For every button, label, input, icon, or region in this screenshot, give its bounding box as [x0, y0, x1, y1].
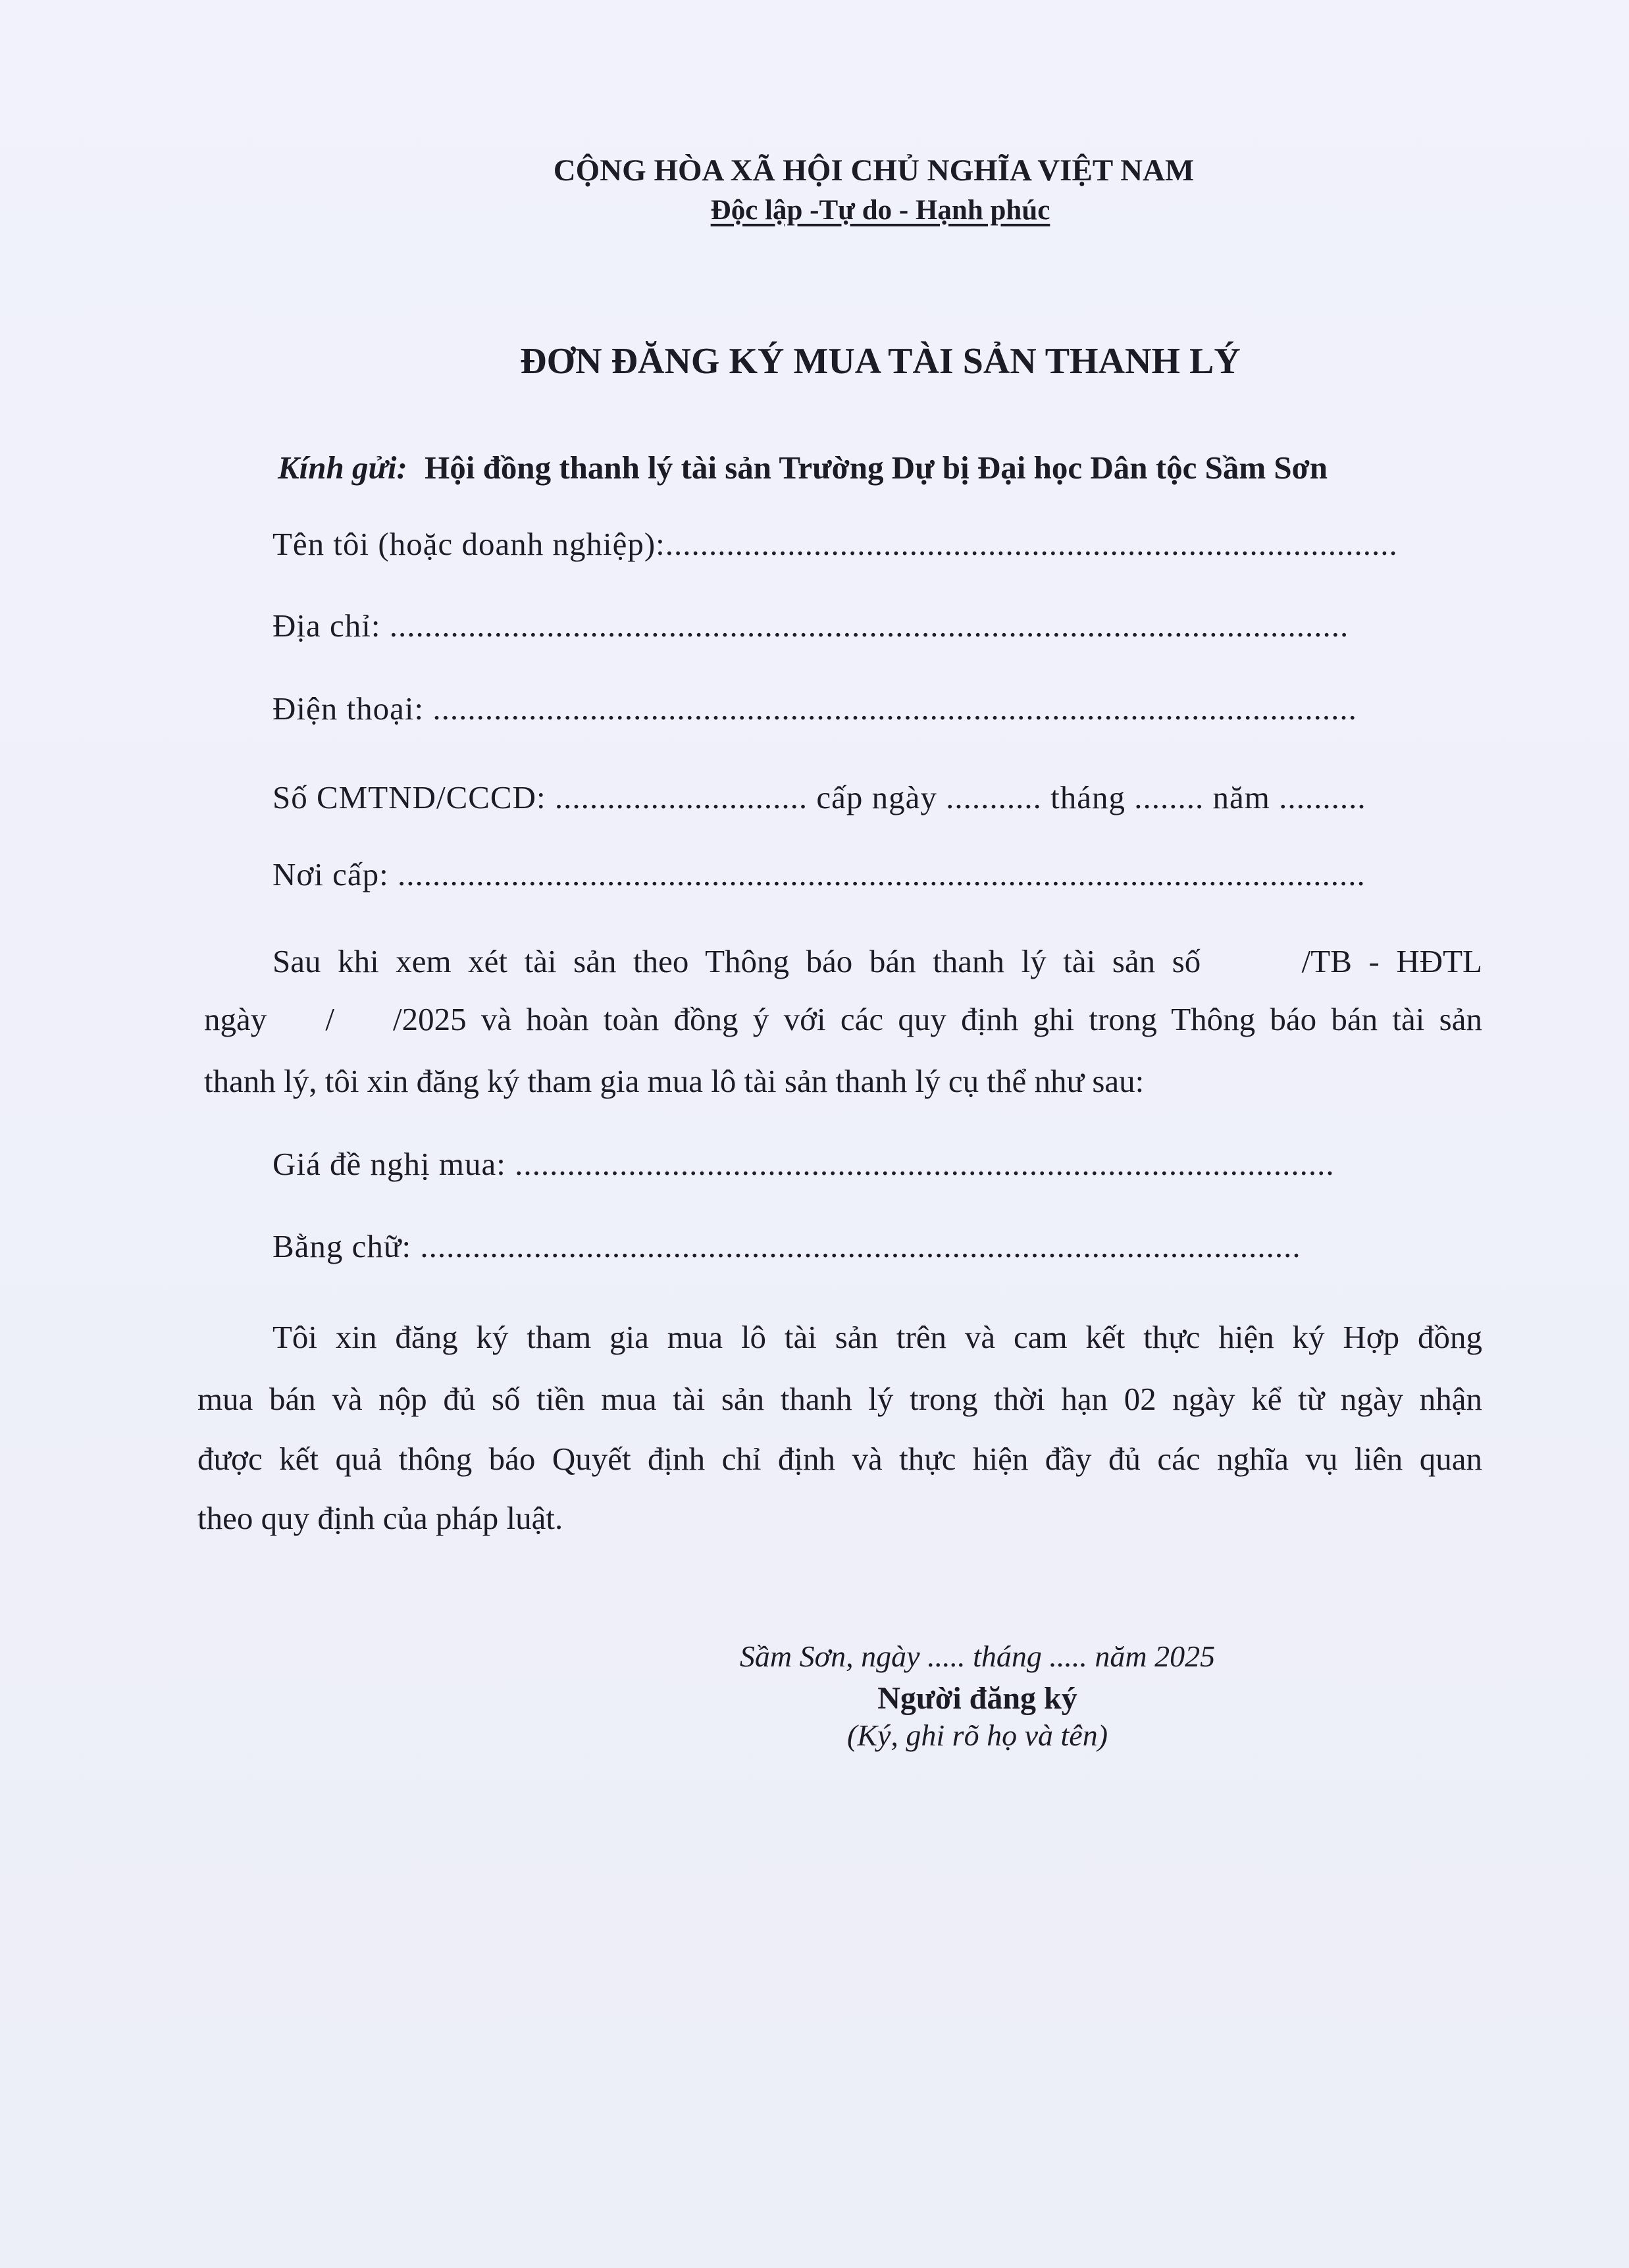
recipient-label: Kính gửi:: [278, 450, 407, 486]
signature-place-date: Sầm Sơn, ngày ..... tháng ..... năm 2025: [739, 1639, 1216, 1673]
offer-price: Giá đề nghị mua: ..............................................................................................: [272, 1146, 1335, 1182]
signature-role: Người đăng ký: [877, 1681, 1077, 1716]
field-issued-at: Nơi cấp: ...............................................................................................................: [272, 856, 1366, 892]
paragraph1-line2: ngày / /2025 và hoàn toàn đồng ý với các quy định ghi trong Thông báo bán tài sản: [204, 1001, 1482, 1037]
country-header: CỘNG HÒA XÃ HỘI CHỦ NGHĨA VIỆT NAM: [553, 153, 1195, 188]
field-address: Địa chỉ: ..............................................................................................................: [272, 607, 1349, 644]
field-phone: Điện thoại: ..........................................................................................................: [272, 690, 1357, 727]
offer-in-words: Bằng chữ: .....................................................................................................: [272, 1228, 1301, 1264]
paragraph1-line1: Sau khi xem xét tài sản theo Thông báo bán thanh lý tài sản số /TB - HĐTL: [272, 943, 1482, 979]
paragraph2-line2: mua bán và nộp đủ số tiền mua tài sản thanh lý trong thời hạn 02 ngày kể từ ngày nhận: [197, 1381, 1482, 1417]
signature-instruction: (Ký, ghi rõ họ và tên): [846, 1718, 1108, 1752]
field-id-card: Số CMTND/CCCD: ............................. cấp ngày ........... tháng ........ năm ..........: [272, 779, 1366, 815]
paragraph2-line3: được kết quả thông báo Quyết định chỉ định và thực hiện đầy đủ các nghĩa vụ liên quan: [197, 1441, 1482, 1477]
document-title: ĐƠN ĐĂNG KÝ MUA TÀI SẢN THANH LÝ: [520, 341, 1241, 382]
paragraph1-line3: thanh lý, tôi xin đăng ký tham gia mua lô tài sản thanh lý cụ thể như sau:: [204, 1063, 1145, 1099]
field-name: Tên tôi (hoặc doanh nghiệp):....................................................................................: [272, 526, 1398, 562]
paragraph2-line4: theo quy định của pháp luật.: [197, 1500, 563, 1536]
recipient-name: Hội đồng thanh lý tài sản Trường Dự bị Đại học Dân tộc Sầm Sơn: [425, 450, 1328, 486]
motto: Độc lập -Tự do - Hạnh phúc: [710, 195, 1050, 226]
recipient-line: [278, 449, 1328, 486]
paragraph2-line1: Tôi xin đăng ký tham gia mua lô tài sản trên và cam kết thực hiện ký Hợp đồng: [272, 1319, 1482, 1355]
